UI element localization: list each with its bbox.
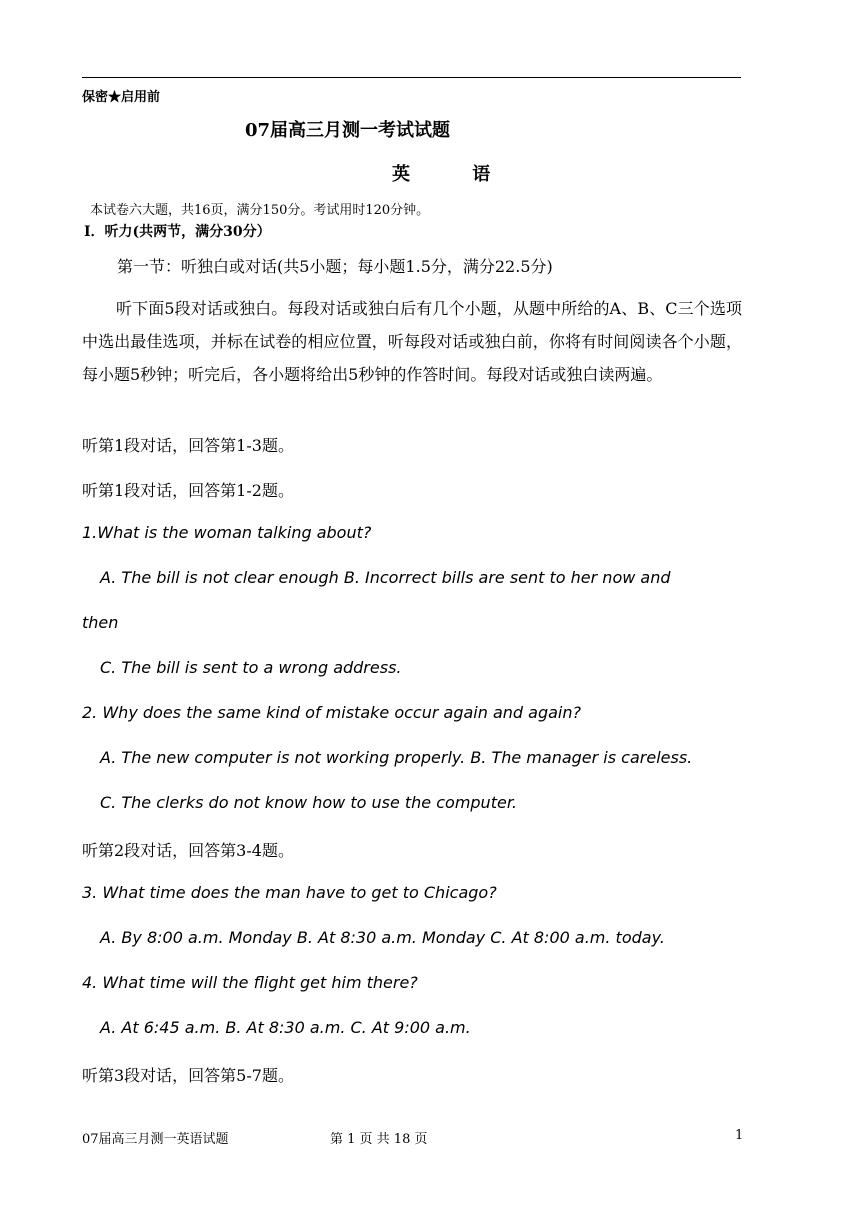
question-4: 4. What time will the flight get him there? (82, 973, 418, 992)
question-1-options-ab: A. The bill is not clear enough B. Incorrect bills are sent to her now and (100, 568, 671, 587)
exam-intro: 本试卷六大题，共16页，满分150分。考试用时120分钟。 (90, 203, 430, 218)
dialog1-instruction-a: 听第1段对话，回答第1-3题。 (82, 436, 294, 455)
question-1: 1.What is the woman talking about? (82, 523, 372, 542)
dialog3-instruction: 听第3段对话，回答第5-7题。 (82, 1066, 294, 1085)
footer-page-number: 1 (735, 1128, 744, 1143)
confidential-label: 保密★启用前 (82, 90, 161, 105)
question-4-options: A. At 6:45 a.m. B. At 8:30 a.m. C. At 9:00 a.m. (100, 1018, 471, 1037)
dialog1-instruction-b: 听第1段对话，回答第1-2题。 (82, 481, 294, 500)
question-2-option-c: C. The clerks do not know how to use the computer. (100, 793, 518, 812)
header-rule (82, 77, 741, 78)
section-heading: Ⅰ．听力(共两节，满分30分） (84, 224, 271, 240)
subject-title: 英 语 (392, 164, 519, 185)
dialog2-instruction: 听第2段对话，回答第3-4题。 (82, 841, 294, 860)
question-3-options: A. By 8:00 a.m. Monday B. At 8:30 a.m. Monday C. At 8:00 a.m. today. (100, 928, 665, 947)
footer-page-count: 第 1 页 共 18 页 (330, 1132, 428, 1147)
instructions-paragraph: 听下面5段对话或独白。每段对话或独白后有几个小题，从题中所给的A、B、C三个选项中选出最佳选项，并标在试卷的相应位置，听每段对话或独白前，你将有时间阅读各个小题，每小题5秒钟；听完后，各小题将给出5秒钟的作答时间。每段对话或独白读两遍。 (82, 299, 742, 384)
question-1-option-c: C. The bill is sent to a wrong address. (100, 658, 402, 677)
question-2: 2. Why does the same kind of mistake occur again and again? (82, 703, 581, 722)
part1-heading: 第一节：听独白或对话(共5小题；每小题1.5分，满分22.5分) (117, 257, 553, 276)
question-3: 3. What time does the man have to get to Chicago? (82, 883, 497, 902)
exam-title: 07届高三月测一考试试题 (245, 120, 451, 141)
footer-left: 07届高三月测一英语试题 (82, 1132, 229, 1147)
question-1-options-cont: then (82, 613, 119, 632)
question-2-options-ab: A. The new computer is not working properly. B. The manager is careless. (100, 748, 693, 767)
